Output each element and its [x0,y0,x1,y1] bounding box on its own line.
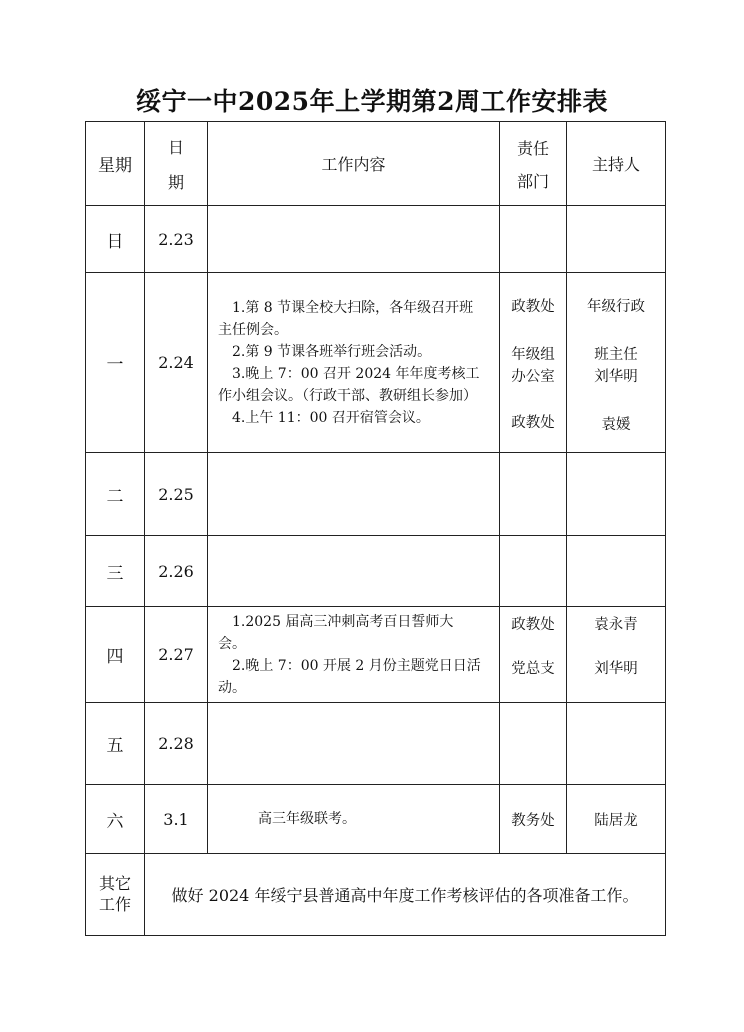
content-cell [208,785,500,854]
host-cell [567,273,666,453]
date-cell: 3.1 [145,785,208,854]
page-title: 绥宁一中2025年上学期第2周工作安排表 [136,87,608,116]
content-cell [208,703,500,785]
host-label: 刘华明 [594,661,638,677]
other-work-row [86,854,666,936]
other-label-cell [86,854,145,936]
host-cell [567,785,666,854]
header-dept-bottom: 部门 [516,171,549,191]
content-cell [208,536,500,607]
weekday-cell: 六 [86,785,145,854]
dept-cell [500,536,567,607]
dept-label: 办公室 [511,369,555,385]
weekday-cell: 四 [86,607,145,703]
content-line: 会。 [218,635,246,652]
content-cell [208,607,500,703]
weekday-cell: 日 [86,206,145,273]
dept-cell [500,206,567,273]
other-work-cell [145,854,666,936]
dept-cell [500,785,567,854]
host-label: 刘华明 [594,369,638,385]
host-label: 年级行政 [587,299,645,315]
host-cell [567,453,666,536]
table-row [86,536,666,607]
host-label: 陆居龙 [594,812,638,829]
table-row [86,785,666,854]
dept-label: 教务处 [511,812,555,829]
header-date-bottom: 期 [167,172,184,192]
table-row [86,703,666,785]
content-cell [208,453,500,536]
other-label-bottom: 工作 [98,894,131,914]
table-row [86,206,666,273]
content-cell [208,273,500,453]
header-host: 主持人 [567,122,666,206]
host-label: 袁媛 [601,417,631,433]
dept-cell [500,453,567,536]
content-line: 主任例会。 [218,321,288,338]
weekday-cell: 一 [86,273,145,453]
table-row [86,273,666,453]
header-date [145,122,208,206]
dept-label: 政教处 [511,617,555,633]
date-cell: 2.27 [145,607,208,703]
date-cell: 2.26 [145,536,208,607]
header-content: 工作内容 [208,122,500,206]
host-cell [567,206,666,273]
dept-cell [500,703,567,785]
content-line: 4.上午 11：00 召开宿管会议。 [232,409,430,426]
weekday-cell: 三 [86,536,145,607]
dept-label: 政教处 [511,415,555,431]
content-line: 2.晚上 7：00 开展 2 月份主题党日日活 [232,657,481,674]
content-line: 2.第 9 节课各班举行班会活动。 [232,343,432,360]
header-date-top: 日 [167,137,184,157]
host-cell [567,607,666,703]
weekday-cell: 五 [86,703,145,785]
content-line: 1.2025 届高三冲刺高考百日誓师大 [232,613,454,630]
schedule-table [85,121,666,936]
content-line: 作小组会议。（行政干部、教研组长参加） [218,387,477,404]
host-label: 袁永青 [594,617,638,633]
weekday-cell: 二 [86,453,145,536]
dept-cell [500,607,567,703]
date-cell: 2.25 [145,453,208,536]
header-dept [500,122,567,206]
dept-label: 党总支 [511,661,555,677]
host-label: 班主任 [594,347,638,363]
content-line: 1.第 8 节课全校大扫除，各年级召开班 [232,299,474,316]
header-row [86,122,666,206]
table-row [86,607,666,703]
content-line: 3.晚上 7：00 召开 2024 年年度考核工 [232,365,480,382]
host-cell [567,536,666,607]
dept-cell [500,273,567,453]
date-cell: 2.23 [145,206,208,273]
dept-label: 年级组 [511,347,555,363]
dept-label: 政教处 [511,299,555,315]
header-weekday: 星期 [86,122,145,206]
other-work-text: 做好 2024 年绥宁县普通高中年度工作考核评估的各项准备工作。 [171,886,639,905]
date-cell: 2.28 [145,703,208,785]
content-line: 高三年级联考。 [258,811,356,827]
host-cell [567,703,666,785]
content-line: 动。 [218,679,246,696]
table-row [86,453,666,536]
header-dept-top: 责任 [516,138,549,158]
date-cell: 2.24 [145,273,208,453]
content-cell [208,206,500,273]
other-label-top: 其它 [98,873,131,893]
